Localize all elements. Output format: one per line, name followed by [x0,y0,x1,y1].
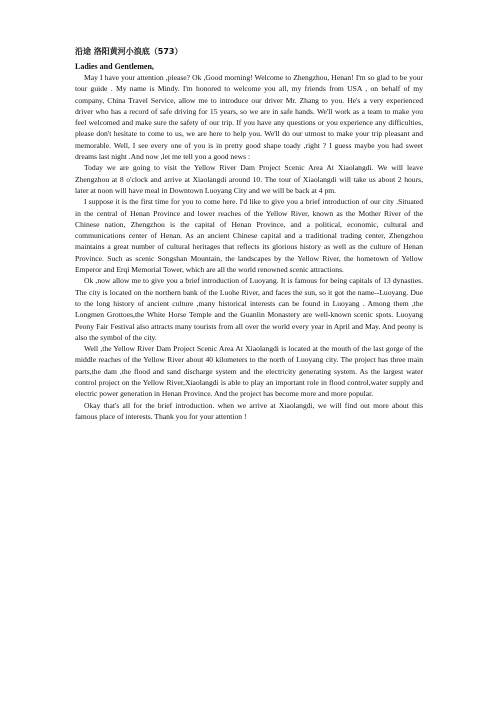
paragraph-closing: Okay that's all for the brief introduction. when we arrive at Xiaolangdi, we will find out more about this famous place of interests. Thank you for your attention ! [75,400,423,421]
paragraph-zhengzhou: I suppose it is the first time for you to come here. I'd like to give you a brief introduction of our city .Situated in the central of Henan Province and lower reaches of the Yellow River, known as the Mother River of the Chinese nation, Zhengzhou is the capital of Henan Province, and a political, economic, cultural and communications center of Henan. As an ancient Chinese capital and a traditional trading center, Zhengzhou maintains a great number of cultural heritages that reflects its glorious history as well as the culture of Henan Province. Such as scenic Songshan Mountain, the landscapes by the Yellow River, the hometown of Yellow Emperor and Erqi Memorial Tower, which are all the world renowned scenic attractions. [75,197,423,275]
paragraph-luoyang: Ok ,now allow me to give you a brief introduction of Luoyang. It is famous for being capitals of 13 dynasties. The city is located on the northern bank of the Luohe River, and faces the sun, so it got the name--Luoyang. Due to the long history of ancient culture ,many historical interests can be found in Luoyang . Among them ,the Longmen Grottoes,the White Horse Temple and the Guanlin Monastery are well-known scenic spots. Luoyang Peony Fair Festival also attracts many tourists from all over the world every year in April and May. And peony is also the symbol of the city. [75,276,423,342]
paragraph-welcome: May I have your attention ,please? Ok ,Good morning! Welcome to Zhengzhou, Henan! I'm so glad to be your tour guide . My name is Mindy. I'm honored to welcome you all, my friends from USA , on behalf of my company, China Travel Service, allow me to introduce our driver Mr. Zhang to you. He's a very experienced driver who has a record of safe driving for 15 years, so we are in safe hands. We'll work as a team to make you feel welcomed and make sure the safety of our trip. If you have any questions or you experience any difficulties, please don't hesitate to come to us, we are here to help you. We'll do our utmost to make your trip pleasant and memorable. Well, I see every one of you is in pretty good shape toady ,right ? I guess maybe you had sweet dreams last night .And now ,let me tell you a good news : [75,73,423,162]
paragraph-xiaolangdi: Well ,the Yellow River Dam Project Scenic Area At Xiaolangdi is located at the mouth of the last gorge of the middle reaches of the Yellow River about 40 kilometers to the north of Luoyang city. The project has three main parts,the dam ,the flood and sand discharge system and the electricity generating system. As the largest water control project on the Yellow River,Xiaolangdi is able to play an important role in flood control,water supply and electric power generation in Henan Province. And the project has become more and more popular. [75,344,423,399]
salutation: Ladies and Gentlemen, [75,62,154,71]
document-page [75,46,423,422]
document-title: 沿途 洛阳黄河小浪底（573） [75,47,183,56]
paragraph-itinerary: Today we are going to visit the Yellow River Dam Project Scenic Area At Xiaolangdi. We will leave Zhengzhou at 8 o'clock and arrive at Xiaolangdi around 10. The tour of Xiaolangdi will take us about 2 hours, later at noon will have meal in Downtown Luoyang City and we will be back at 4 pm. [75,163,423,195]
